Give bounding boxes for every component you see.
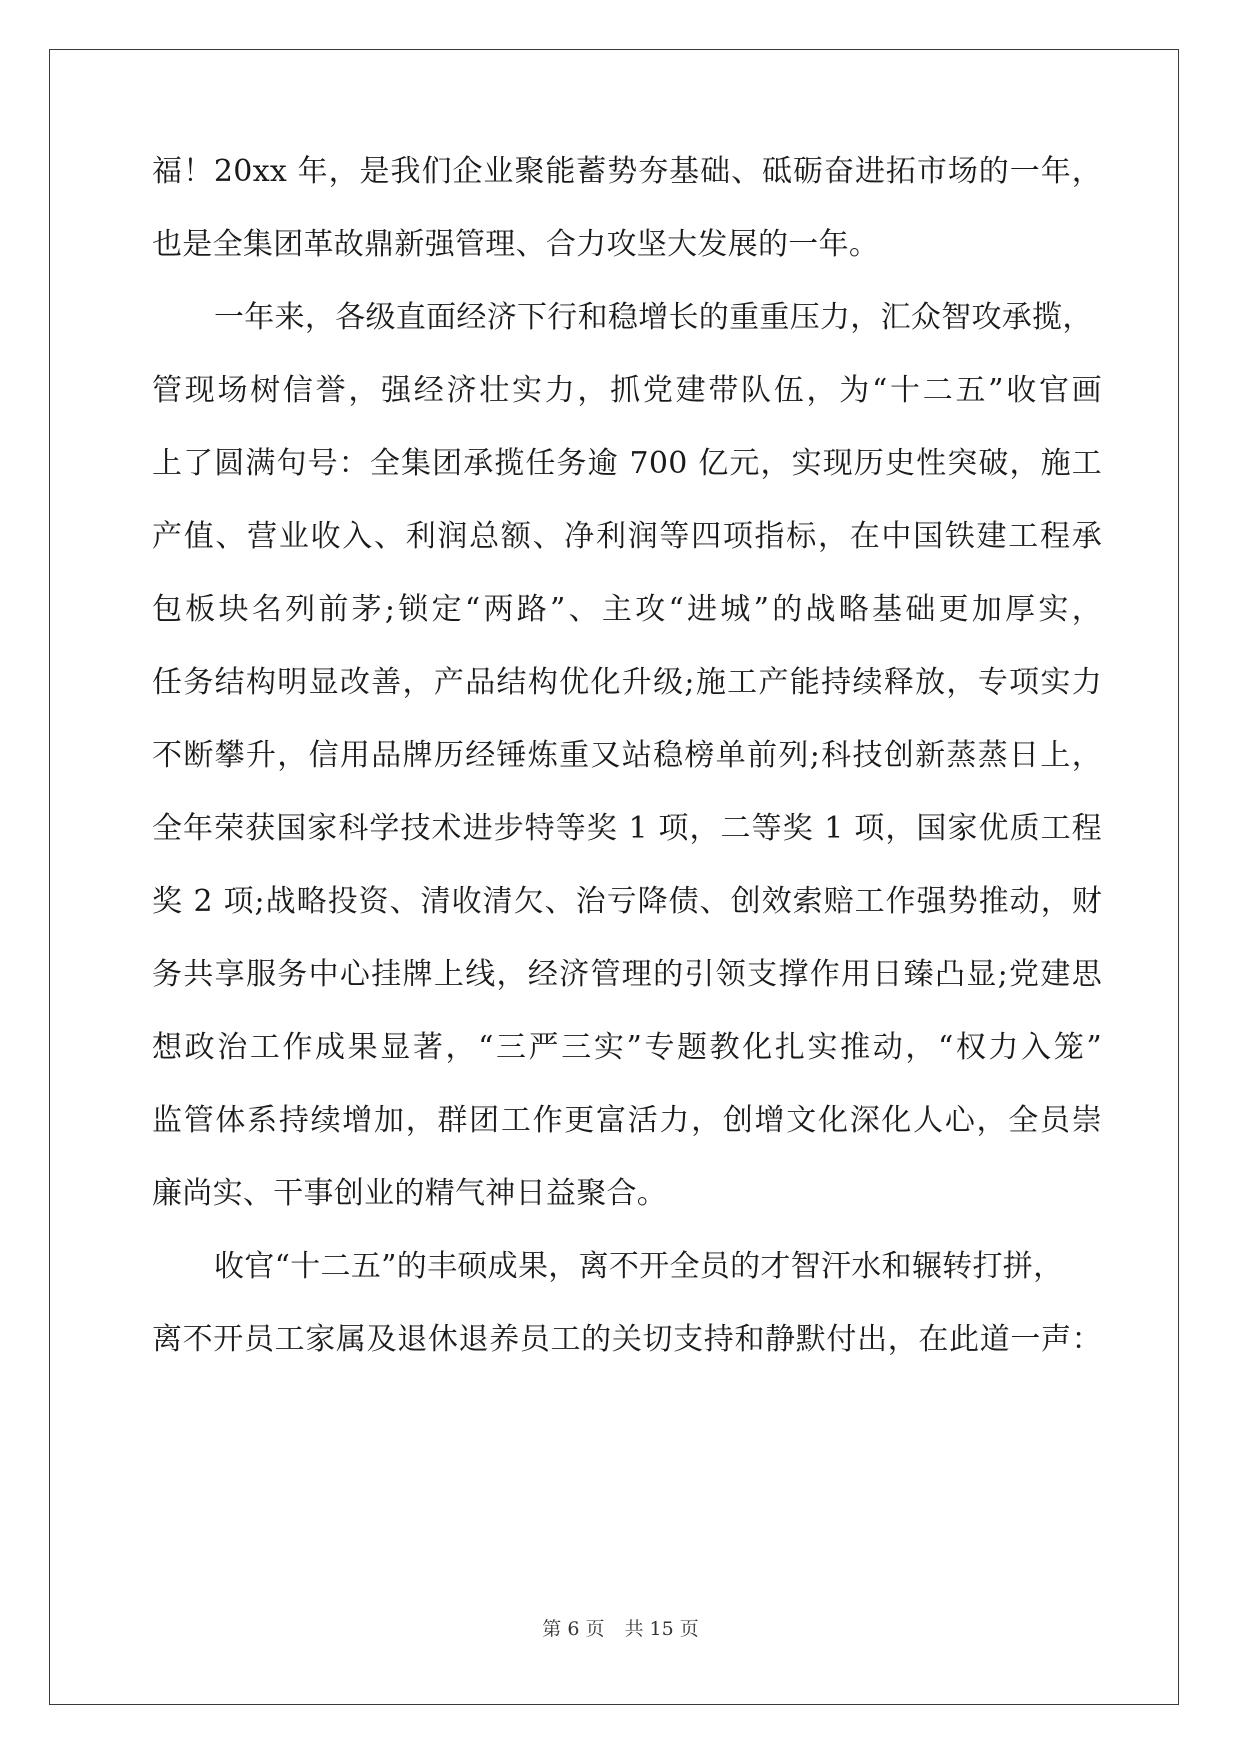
text-line: 想政治工作成果显著，“三严三实”专题教化扎实推动，“权力入笼” [152, 1030, 1102, 1065]
text-line: 廉尚实、干事创业的精气神日益聚合。 [152, 1176, 668, 1211]
text-line: 全年荣获国家科学技术进步特等奖 1 项，二等奖 1 项，国家优质工程 [152, 811, 1102, 846]
text-line: 不断攀升，信用品牌历经锤炼重又站稳榜单前列;科技创新蒸蒸日上， [152, 738, 1102, 773]
text-line: 离不开员工家属及退休退养员工的关切支持和静默付出，在此道一声： [152, 1322, 1102, 1357]
text-line: 上了圆满句号：全集团承揽任务逾 700 亿元，实现历史性突破，施工 [152, 446, 1102, 481]
page-number: 第 6 页 [542, 1618, 605, 1640]
text-line: 也是全集团革故鼎新强管理、合力攻坚大发展的一年。 [152, 227, 880, 262]
text-line: 一年来，各级直面经济下行和稳增长的重重压力，汇众智攻承揽， [214, 300, 1093, 335]
page-total: 共 15 页 [624, 1618, 699, 1640]
text-line: 包板块名列前茅;锁定“两路”、主攻“进城”的战略基础更加厚实， [152, 592, 1102, 627]
page-footer [0, 1616, 1241, 1642]
text-line: 务共享服务中心挂牌上线，经济管理的引领支撑作用日臻凸显;党建思 [152, 957, 1102, 992]
text-line: 任务结构明显改善，产品结构优化升级;施工产能持续释放，专项实力 [152, 665, 1102, 700]
text-line: 监管体系持续增加，群团工作更富活力，创增文化深化人心，全员崇 [152, 1103, 1102, 1138]
text-line: 管现场树信誉，强经济壮实力，抓党建带队伍，为“十二五”收官画 [152, 373, 1102, 408]
text-line: 产值、营业收入、利润总额、净利润等四项指标，在中国铁建工程承 [152, 519, 1102, 554]
text-line: 奖 2 项;战略投资、清收清欠、治亏降债、创效索赔工作强势推动，财 [152, 884, 1102, 919]
text-line: 福！20xx 年，是我们企业聚能蓄势夯基础、砥砺奋进拓市场的一年， [152, 154, 1102, 189]
text-line: 收官“十二五”的丰硕成果，离不开全员的才智汗水和辗转打拼， [214, 1249, 1064, 1284]
